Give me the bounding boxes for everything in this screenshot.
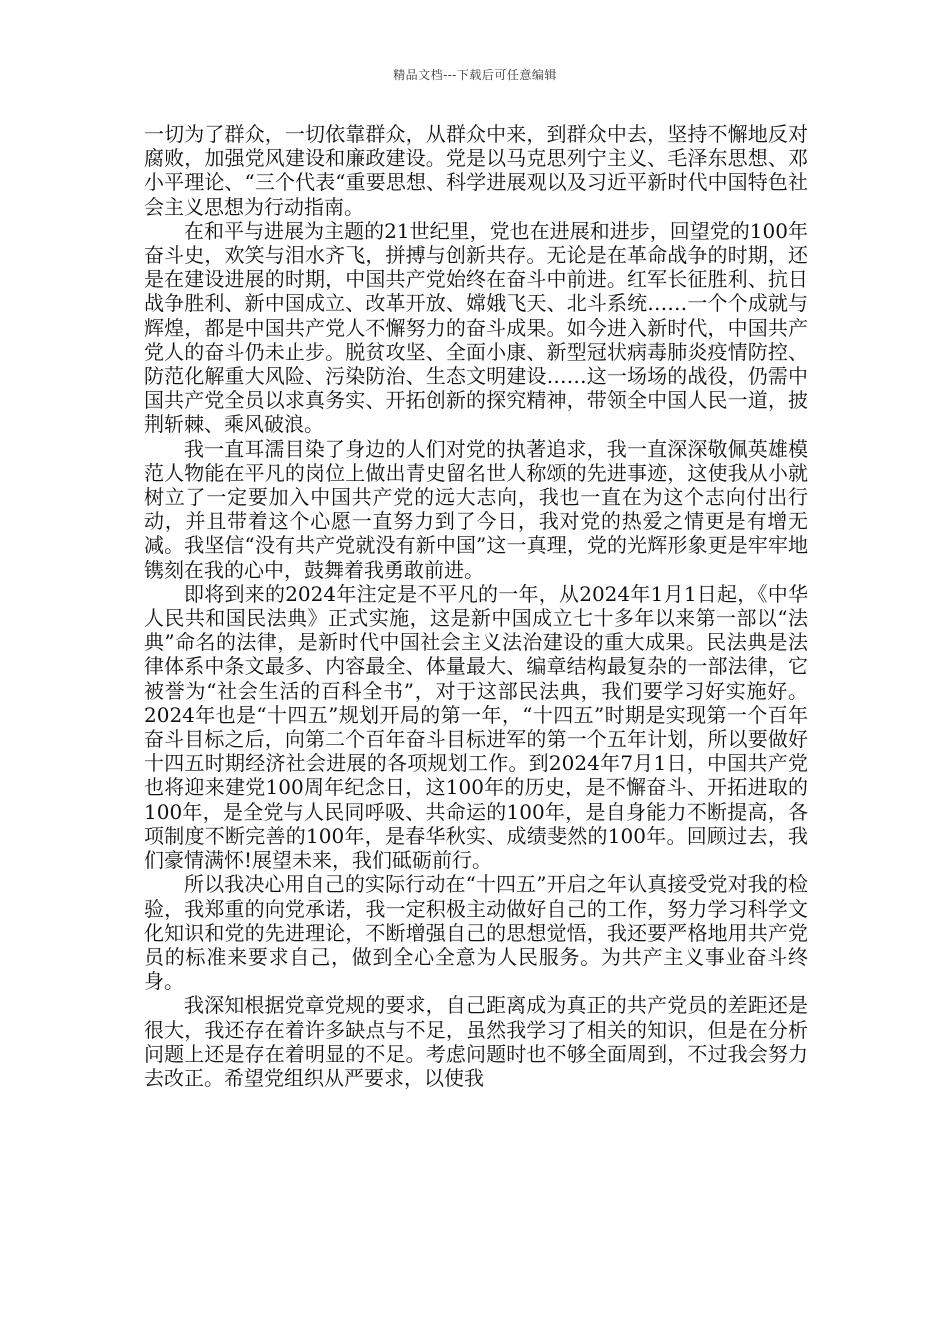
paragraph-6: 我深知根据党章党规的要求，自己距离成为真正的共产党员的差距还是很大，我还存在着许多缺点与不足，虽然我学习了相关的知识，但是在分析问题上还是存在着明显的不足。考虑问题时也不够全面周到，不过我会努力去改正。希望党组织从严要求，以使我: [144, 993, 808, 1090]
document-body: [144, 122, 808, 1090]
paragraph-3: 我一直耳濡目染了身边的人们对党的执著追求，我一直深深敬佩英雄模范人物能在平凡的岗位上做出青史留名世人称颂的先进事迹，这使我从小就树立了一定要加入中国共产党的远大志向，我也一直在为这个志向付出行动，并且带着这个心愿一直努力到了今日，我对党的热爱之情更是有增无减。我坚信“没有共产党就没有新中国”这一真理，党的光辉形象更是牢牢地镌刻在我的心中，鼓舞着我勇敢前进。: [144, 436, 808, 582]
paragraph-4: 即将到来的2024年注定是不平凡的一年，从2024年1月1日起，《中华人民共和国民法典》正式实施，这是新中国成立七十多年以来第一部以“法典”命名的法律，是新时代中国社会主义法治建设的重大成果。民法典是法律体系中条文最多、内容最全、体量最大、编章结构最复杂的一部法律，它被誉为“社会生活的百科全书”，对于这部民法典，我们要学习好实施好。2024年也是“十四五”规划开局的第一年，“十四五”时期是实现第一个百年奋斗目标之后，向第二个百年奋斗目标进军的第一个五年计划，所以要做好十四五时期经济社会进展的各项规划工作。到2024年7月1日，中国共产党也将迎来建党100周年纪念日，这100年的历史，是不懈奋斗、开拓进取的100年，是全党与人民同呼吸、共命运的100年，是自身能力不断提高，各项制度不断完善的100年，是春华秋实、成绩斐然的100年。回顾过去，我们豪情满怀!展望未来，我们砥砺前行。: [144, 581, 808, 873]
paragraph-1: 一切为了群众，一切依靠群众，从群众中来，到群众中去，坚持不懈地反对腐败，加强党风建设和廉政建设。党是以马克思列宁主义、毛泽东思想、邓小平理论、“三个代表“重要思想、科学进展观以及习近平新时代中国特色社会主义思想为行动指南。: [144, 122, 808, 219]
page-header: 精品文档---下载后可任意编辑: [393, 68, 557, 82]
paragraph-5: 所以我决心用自己的实际行动在“十四五”开启之年认真接受党对我的检验，我郑重的向党承诺，我一定积极主动做好自己的工作，努力学习科学文化知识和党的先进理论，不断增强自己的思想觉悟，我还要严格地用共产党员的标准来要求自己，做到全心全意为人民服务。为共产主义事业奋斗终身。: [144, 872, 808, 994]
paragraph-2: 在和平与进展为主题的21世纪里，党也在进展和进步，回望党的100年奋斗史，欢笑与泪水齐飞，拼搏与创新共存。无论是在革命战争的时期，还是在建设进展的时期，中国共产党始终在奋斗中前进。红军长征胜利、抗日战争胜利、新中国成立、改革开放、嫦娥飞天、北斗系统……一个个成就与辉煌，都是中国共产党人不懈努力的奋斗成果。如今进入新时代，中国共产党人的奋斗仍未止步。脱贫攻坚、全面小康、新型冠状病毒肺炎疫情防控、防范化解重大风险、污染防治、生态文明建设……这一场场的战役，仍需中国共产党全员以求真务实、开拓创新的探究精神，带领全中国人民一道，披荆斩棘、乘风破浪。: [144, 218, 808, 437]
